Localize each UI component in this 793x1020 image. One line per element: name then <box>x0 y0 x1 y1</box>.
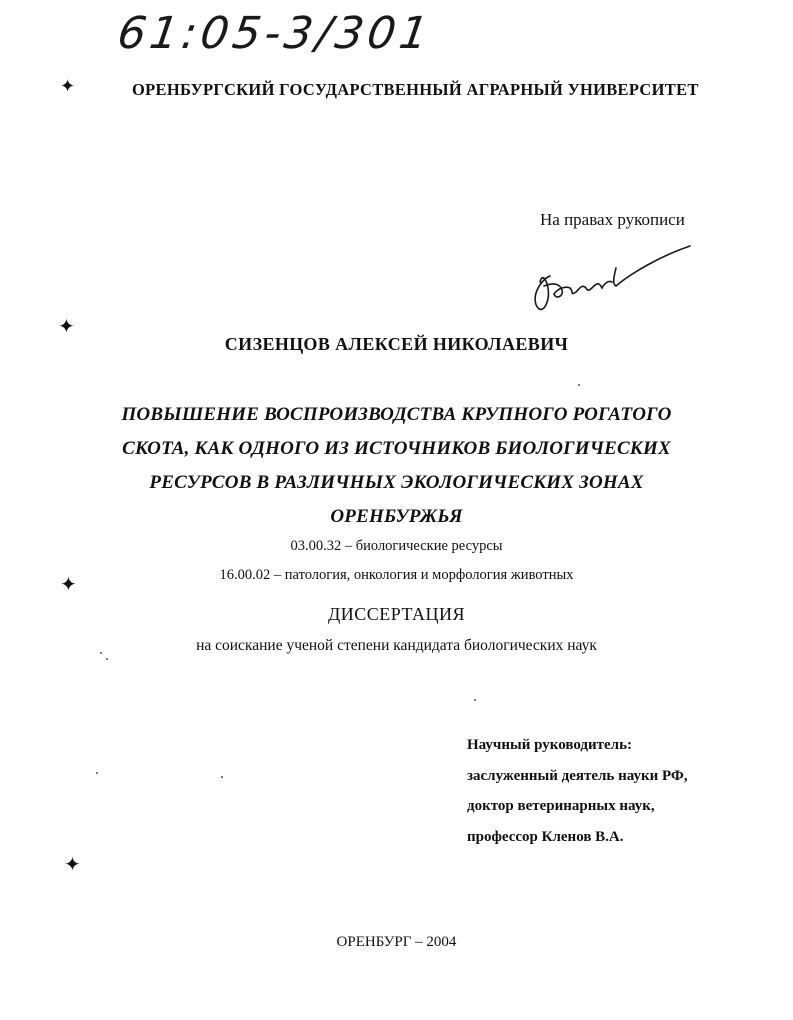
supervisor-block <box>467 730 688 852</box>
document-type: ДИССЕРТАЦИЯ <box>327 604 466 624</box>
signature <box>520 238 710 318</box>
hole-mark-icon: ✦ <box>58 314 75 338</box>
city-year: ОРЕНБУРГ – 2004 <box>336 934 457 950</box>
supervisor-line: Научный руководитель: <box>467 737 632 753</box>
title-line: ОРЕНБУРЖЬЯ <box>330 506 463 527</box>
hole-mark-icon: ✦ <box>60 76 76 97</box>
title-line: СКОТА, КАК ОДНОГО ИЗ ИСТОЧНИКОВ БИОЛОГИЧЕСКИХ <box>122 438 671 459</box>
archive-code: 61:05-3/301 <box>114 8 436 59</box>
supervisor-line: доктор ветеринарных наук, <box>467 798 655 814</box>
title-line: РЕСУРСОВ В РАЗЛИЧНЫХ ЭКОЛОГИЧЕСКИХ ЗОНАХ <box>149 472 644 493</box>
title-line: ПОВЫШЕНИЕ ВОСПРОИЗВОДСТВА КРУПНОГО РОГАТОГО <box>121 404 672 425</box>
specialty-code: 03.00.32 – биологические ресурсы <box>290 538 503 554</box>
author-name: СИЗЕНЦОВ АЛЕКСЕЙ НИКОЛАЕВИЧ <box>224 334 569 354</box>
hole-mark-icon: ✦ <box>64 852 81 876</box>
supervisor-line: заслуженный деятель науки РФ, <box>467 767 688 784</box>
hole-mark-icon: ✦ <box>60 572 77 596</box>
dissertation-title <box>0 398 793 534</box>
supervisor-line: профессор Кленов В.А. <box>467 828 624 845</box>
degree-statement: на соискание ученой степени кандидата биологических наук <box>196 637 597 654</box>
manuscript-rights-note: На правах рукописи <box>540 210 685 229</box>
specialty-code: 16.00.02 – патология, онкология и морфология животных <box>219 567 574 583</box>
university-name: ОРЕНБУРГСКИЙ ГОСУДАРСТВЕННЫЙ АГРАРНЫЙ УНИВЕРСИТЕТ <box>132 80 699 99</box>
